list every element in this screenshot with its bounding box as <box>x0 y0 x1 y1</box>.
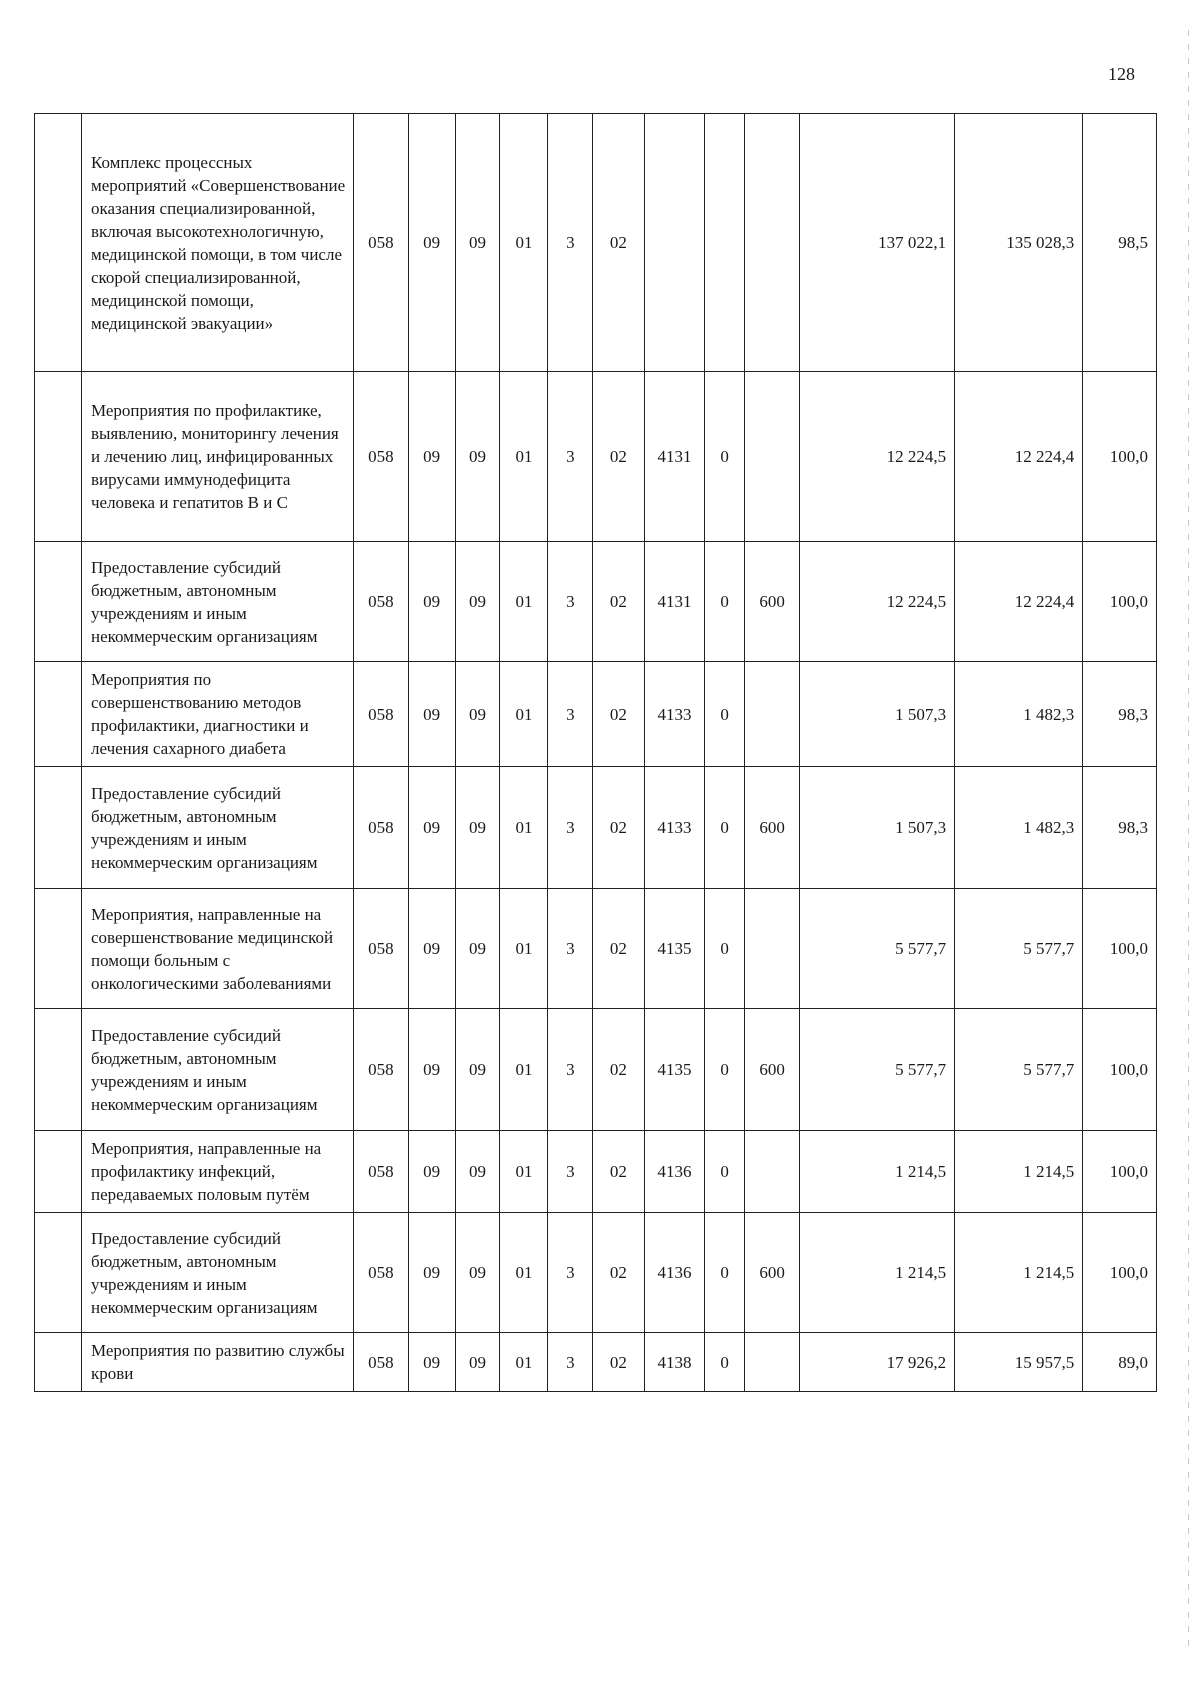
row-number-cell <box>35 767 82 889</box>
code-cell: 3 <box>548 1333 593 1392</box>
code-cell: 0 <box>705 1131 744 1213</box>
code-cell: 09 <box>455 889 500 1009</box>
table-row <box>35 662 1157 767</box>
code-cell: 09 <box>455 767 500 889</box>
code-cell: 600 <box>744 1009 800 1131</box>
code-cell: 3 <box>548 1009 593 1131</box>
code-cell: 02 <box>593 1131 644 1213</box>
row-number-cell <box>35 662 82 767</box>
planned-cell: 1 507,3 <box>800 662 955 767</box>
code-cell: 01 <box>500 662 548 767</box>
code-cell: 058 <box>354 662 408 767</box>
code-cell: 058 <box>354 542 408 662</box>
description-cell: Мероприятия по профилактике, выявлению, мониторингу лечения и лечению лиц, инфицированных вирусами иммунодефицита человека и гепатитов В и С <box>81 372 353 542</box>
description-cell: Предоставление субсидий бюджетным, автономным учреждениям и иным некоммерческим организациям <box>81 1213 353 1333</box>
table-row <box>35 542 1157 662</box>
code-cell: 01 <box>500 1009 548 1131</box>
code-cell: 01 <box>500 1333 548 1392</box>
row-number-cell <box>35 1213 82 1333</box>
scan-edge-line <box>1188 30 1189 1650</box>
code-cell: 3 <box>548 542 593 662</box>
percent-cell: 98,3 <box>1083 767 1157 889</box>
percent-cell: 100,0 <box>1083 1131 1157 1213</box>
planned-cell: 5 577,7 <box>800 889 955 1009</box>
code-cell: 02 <box>593 1333 644 1392</box>
code-cell: 0 <box>705 662 744 767</box>
code-cell: 058 <box>354 1213 408 1333</box>
actual-cell: 1 214,5 <box>955 1213 1083 1333</box>
code-cell: 3 <box>548 662 593 767</box>
percent-cell: 89,0 <box>1083 1333 1157 1392</box>
code-cell: 02 <box>593 372 644 542</box>
row-number-cell <box>35 114 82 372</box>
percent-cell: 100,0 <box>1083 372 1157 542</box>
actual-cell: 15 957,5 <box>955 1333 1083 1392</box>
description-cell: Мероприятия, направленные на профилактику инфекций, передаваемых половым путём <box>81 1131 353 1213</box>
code-cell <box>744 1131 800 1213</box>
code-cell: 09 <box>408 1213 455 1333</box>
description-cell: Предоставление субсидий бюджетным, автономным учреждениям и иным некоммерческим организациям <box>81 1009 353 1131</box>
row-number-cell <box>35 542 82 662</box>
code-cell: 0 <box>705 542 744 662</box>
code-cell: 058 <box>354 372 408 542</box>
code-cell: 0 <box>705 1213 744 1333</box>
code-cell <box>705 114 744 372</box>
description-cell: Предоставление субсидий бюджетным, автономным учреждениям и иным некоммерческим организациям <box>81 542 353 662</box>
code-cell: 09 <box>455 1333 500 1392</box>
code-cell: 0 <box>705 889 744 1009</box>
code-cell: 3 <box>548 767 593 889</box>
code-cell <box>744 662 800 767</box>
planned-cell: 1 507,3 <box>800 767 955 889</box>
percent-cell: 100,0 <box>1083 542 1157 662</box>
code-cell: 0 <box>705 1009 744 1131</box>
code-cell: 09 <box>408 1333 455 1392</box>
code-cell: 01 <box>500 767 548 889</box>
row-number-cell <box>35 889 82 1009</box>
actual-cell: 1 214,5 <box>955 1131 1083 1213</box>
code-cell: 3 <box>548 1213 593 1333</box>
table-row <box>35 372 1157 542</box>
code-cell: 09 <box>408 372 455 542</box>
code-cell: 4133 <box>644 767 705 889</box>
code-cell: 0 <box>705 372 744 542</box>
percent-cell: 98,3 <box>1083 662 1157 767</box>
code-cell: 09 <box>455 662 500 767</box>
actual-cell: 1 482,3 <box>955 662 1083 767</box>
percent-cell: 100,0 <box>1083 1009 1157 1131</box>
row-number-cell <box>35 372 82 542</box>
code-cell: 09 <box>408 1131 455 1213</box>
code-cell <box>744 889 800 1009</box>
code-cell: 4136 <box>644 1213 705 1333</box>
table-row <box>35 1009 1157 1131</box>
code-cell: 058 <box>354 1333 408 1392</box>
row-number-cell <box>35 1131 82 1213</box>
percent-cell: 100,0 <box>1083 1213 1157 1333</box>
code-cell: 600 <box>744 767 800 889</box>
page-number: 128 <box>1108 64 1135 84</box>
code-cell: 02 <box>593 662 644 767</box>
code-cell <box>744 1333 800 1392</box>
code-cell: 0 <box>705 767 744 889</box>
code-cell: 09 <box>408 767 455 889</box>
code-cell: 01 <box>500 889 548 1009</box>
code-cell: 01 <box>500 372 548 542</box>
actual-cell: 5 577,7 <box>955 889 1083 1009</box>
actual-cell: 1 482,3 <box>955 767 1083 889</box>
code-cell: 09 <box>455 114 500 372</box>
code-cell: 4138 <box>644 1333 705 1392</box>
table-row <box>35 889 1157 1009</box>
planned-cell: 12 224,5 <box>800 372 955 542</box>
code-cell: 09 <box>455 1131 500 1213</box>
code-cell: 4131 <box>644 372 705 542</box>
table-row <box>35 1333 1157 1392</box>
code-cell <box>644 114 705 372</box>
code-cell: 09 <box>408 114 455 372</box>
code-cell: 0 <box>705 1333 744 1392</box>
table-row <box>35 114 1157 372</box>
actual-cell: 12 224,4 <box>955 372 1083 542</box>
code-cell: 09 <box>408 662 455 767</box>
row-number-cell <box>35 1333 82 1392</box>
planned-cell: 137 022,1 <box>800 114 955 372</box>
row-number-cell <box>35 1009 82 1131</box>
percent-cell: 98,5 <box>1083 114 1157 372</box>
actual-cell: 135 028,3 <box>955 114 1083 372</box>
code-cell: 058 <box>354 767 408 889</box>
code-cell: 09 <box>408 889 455 1009</box>
planned-cell: 5 577,7 <box>800 1009 955 1131</box>
code-cell: 3 <box>548 889 593 1009</box>
code-cell: 09 <box>455 372 500 542</box>
code-cell: 09 <box>408 1009 455 1131</box>
code-cell: 4136 <box>644 1131 705 1213</box>
description-cell: Мероприятия по совершенствованию методов профилактики, диагностики и лечения сахарного диабета <box>81 662 353 767</box>
planned-cell: 17 926,2 <box>800 1333 955 1392</box>
percent-cell: 100,0 <box>1083 889 1157 1009</box>
actual-cell: 12 224,4 <box>955 542 1083 662</box>
table-row <box>35 1213 1157 1333</box>
code-cell: 09 <box>455 1213 500 1333</box>
code-cell: 01 <box>500 114 548 372</box>
description-cell: Предоставление субсидий бюджетным, автономным учреждениям и иным некоммерческим организациям <box>81 767 353 889</box>
code-cell: 01 <box>500 1131 548 1213</box>
budget-table <box>34 113 1157 1392</box>
code-cell: 3 <box>548 372 593 542</box>
code-cell: 01 <box>500 542 548 662</box>
code-cell: 600 <box>744 542 800 662</box>
code-cell: 058 <box>354 889 408 1009</box>
code-cell: 058 <box>354 114 408 372</box>
code-cell: 3 <box>548 1131 593 1213</box>
description-cell: Мероприятия, направленные на совершенствование медицинской помощи больным с онкологическими заболеваниями <box>81 889 353 1009</box>
description-cell: Мероприятия по развитию службы крови <box>81 1333 353 1392</box>
code-cell: 02 <box>593 1213 644 1333</box>
table-row <box>35 1131 1157 1213</box>
code-cell <box>744 114 800 372</box>
code-cell <box>744 372 800 542</box>
code-cell: 4135 <box>644 889 705 1009</box>
code-cell: 01 <box>500 1213 548 1333</box>
code-cell: 02 <box>593 1009 644 1131</box>
code-cell: 02 <box>593 889 644 1009</box>
code-cell: 4131 <box>644 542 705 662</box>
table-row <box>35 767 1157 889</box>
code-cell: 058 <box>354 1009 408 1131</box>
table-body <box>35 114 1157 1392</box>
planned-cell: 12 224,5 <box>800 542 955 662</box>
code-cell: 02 <box>593 114 644 372</box>
code-cell: 058 <box>354 1131 408 1213</box>
code-cell: 02 <box>593 542 644 662</box>
actual-cell: 5 577,7 <box>955 1009 1083 1131</box>
code-cell: 09 <box>455 542 500 662</box>
code-cell: 4135 <box>644 1009 705 1131</box>
code-cell: 09 <box>408 542 455 662</box>
code-cell: 09 <box>455 1009 500 1131</box>
code-cell: 4133 <box>644 662 705 767</box>
code-cell: 600 <box>744 1213 800 1333</box>
description-cell: Комплекс процессных мероприятий «Совершенствование оказания специализированной, включая высокотехнологичную, медицинской помощи, в том числе скорой специализированной, медицинской помощи, медицинской эвакуации» <box>81 114 353 372</box>
planned-cell: 1 214,5 <box>800 1131 955 1213</box>
code-cell: 02 <box>593 767 644 889</box>
code-cell: 3 <box>548 114 593 372</box>
planned-cell: 1 214,5 <box>800 1213 955 1333</box>
